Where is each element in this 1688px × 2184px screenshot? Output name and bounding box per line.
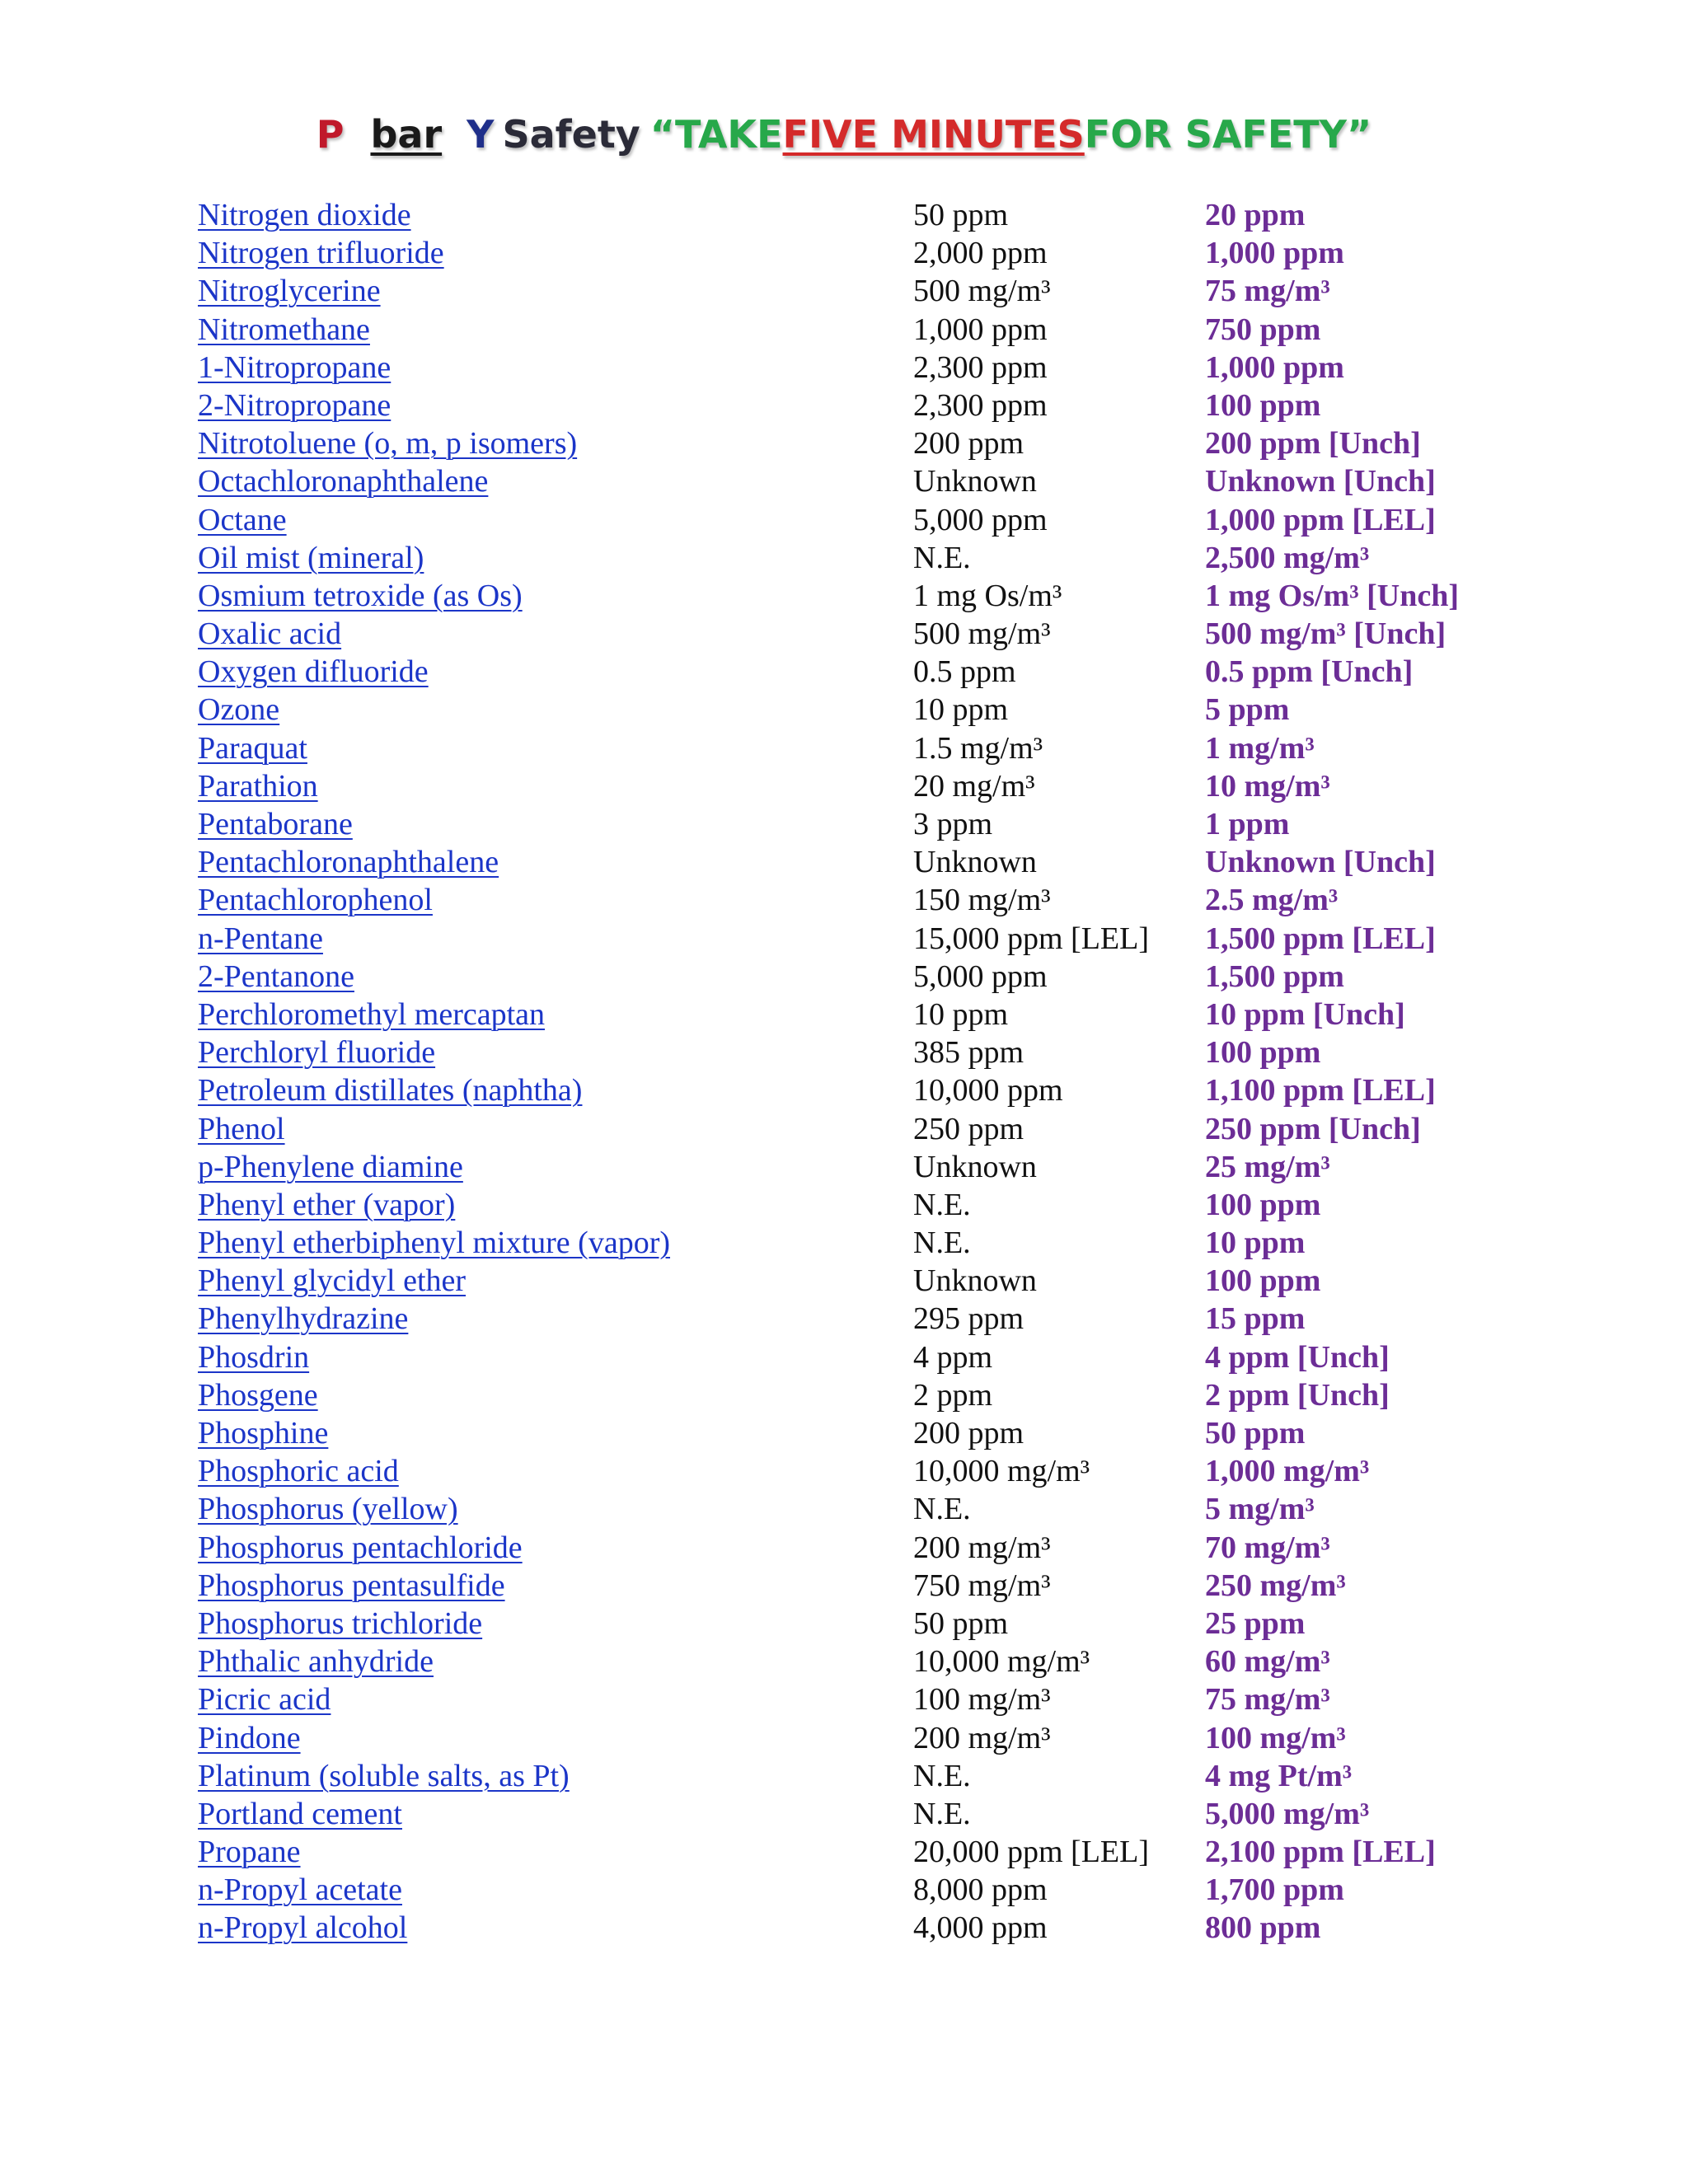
idlh-original-value: 750 mg/m³	[913, 1568, 1051, 1603]
chemical-name-link[interactable]: Nitromethane	[198, 312, 370, 347]
header-brand-safety: Safety	[502, 112, 640, 157]
header-slogan-close: FOR SAFETY”	[1084, 112, 1372, 157]
idlh-revised-value: 50 ppm	[1205, 1416, 1306, 1451]
chemical-name-link[interactable]: Platinum (soluble salts, as Pt)	[198, 1758, 570, 1793]
table-row	[198, 691, 1517, 729]
table-row	[198, 920, 1517, 958]
idlh-revised-value: 1,100 ppm [LEL]	[1205, 1073, 1436, 1108]
table-row	[198, 1909, 1517, 1947]
chemical-name-link[interactable]: n-Pentane	[198, 921, 323, 956]
idlh-revised-value: 100 ppm	[1205, 1035, 1321, 1071]
chemical-name-link[interactable]: Ozone	[198, 692, 280, 728]
idlh-revised-value: 2 ppm [Unch]	[1205, 1377, 1390, 1413]
table-row	[198, 1224, 1517, 1262]
idlh-original-value: 1 mg Os/m³	[913, 578, 1062, 613]
idlh-original-value: 0.5 ppm	[913, 654, 1016, 690]
idlh-revised-value: 1,000 mg/m³	[1205, 1454, 1370, 1489]
chemical-name-link[interactable]: Oil mist (mineral)	[198, 540, 424, 575]
table-row	[198, 1567, 1517, 1605]
idlh-revised-value: 5 ppm	[1205, 692, 1290, 728]
table-row	[198, 234, 1517, 272]
idlh-revised-value: 10 mg/m³	[1205, 768, 1330, 804]
idlh-original-value: 250 ppm	[913, 1111, 1025, 1146]
table-row	[198, 1719, 1517, 1757]
idlh-revised-value: 4 ppm [Unch]	[1205, 1339, 1390, 1375]
chemical-name-link[interactable]: 2-Pentanone	[198, 958, 354, 994]
chemical-name-link[interactable]: n-Propyl alcohol	[198, 1910, 408, 1946]
table-row	[198, 767, 1517, 805]
idlh-revised-value: 100 ppm	[1205, 1263, 1321, 1299]
idlh-revised-value: 1 ppm	[1205, 807, 1290, 841]
table-row	[198, 843, 1517, 881]
chemical-name-link[interactable]: Phosphoric acid	[198, 1454, 399, 1489]
idlh-revised-value: 25 mg/m³	[1205, 1149, 1330, 1184]
chemical-name-link[interactable]: Nitrotoluene (o, m, p isomers)	[198, 426, 578, 462]
idlh-original-value: 1,000 ppm	[913, 312, 1048, 347]
idlh-revised-value: 100 ppm	[1205, 1187, 1321, 1222]
idlh-original-value: Unknown	[913, 845, 1037, 880]
idlh-original-value: 10 ppm	[913, 692, 1009, 728]
idlh-original-value: 3 ppm	[913, 807, 993, 841]
table-row	[198, 1871, 1517, 1909]
idlh-original-value: 50 ppm	[913, 1605, 1009, 1641]
idlh-revised-value: 500 mg/m³ [Unch]	[1205, 616, 1447, 652]
table-row	[198, 805, 1517, 843]
idlh-original-value: 100 mg/m³	[913, 1682, 1051, 1718]
table-row	[198, 1033, 1517, 1071]
idlh-revised-value: 60 mg/m³	[1205, 1644, 1330, 1680]
idlh-original-value: 5,000 ppm	[913, 958, 1048, 994]
chemical-name-link[interactable]: Osmium tetroxide (as Os)	[198, 578, 523, 613]
idlh-revised-value: 1 mg/m³	[1205, 730, 1315, 766]
chemical-name-link[interactable]: Paraquat	[198, 730, 307, 766]
header-brand-p: P	[316, 112, 345, 157]
idlh-original-value: 10,000 mg/m³	[913, 1644, 1090, 1680]
header-brand-bar: bar	[370, 112, 443, 157]
idlh-revised-value: 1,500 ppm	[1205, 958, 1344, 994]
table-row	[198, 1071, 1517, 1109]
idlh-revised-value: 2.5 mg/m³	[1205, 883, 1339, 918]
table-row	[198, 1262, 1517, 1300]
idlh-original-value: 200 ppm	[913, 1416, 1025, 1451]
idlh-revised-value: 250 ppm [Unch]	[1205, 1111, 1421, 1146]
chemical-name-link[interactable]: Oxygen difluoride	[198, 654, 429, 690]
idlh-original-value: 10,000 mg/m³	[913, 1454, 1090, 1489]
chemical-name-link[interactable]: Phenylhydrazine	[198, 1301, 409, 1337]
idlh-revised-value: 100 ppm	[1205, 387, 1321, 423]
table-row	[198, 615, 1517, 653]
idlh-original-value: Unknown	[913, 464, 1037, 499]
idlh-original-value: 385 ppm	[913, 1035, 1025, 1071]
idlh-original-value: 2 ppm	[913, 1377, 993, 1413]
idlh-original-value: 1.5 mg/m³	[913, 730, 1043, 766]
table-row	[198, 1414, 1517, 1452]
chemical-name-link[interactable]: Phosgene	[198, 1377, 318, 1413]
chemical-name-link[interactable]: Phthalic anhydride	[198, 1644, 434, 1680]
idlh-revised-value: 70 mg/m³	[1205, 1530, 1330, 1565]
idlh-original-value: 200 mg/m³	[913, 1530, 1051, 1565]
idlh-original-value: 295 ppm	[913, 1301, 1025, 1337]
table-row	[198, 501, 1517, 539]
table-row	[198, 653, 1517, 691]
idlh-original-value: Unknown	[913, 1149, 1037, 1184]
chemical-name-link[interactable]: Oxalic acid	[198, 616, 342, 652]
table-row	[198, 1300, 1517, 1338]
idlh-original-value: N.E.	[913, 1796, 971, 1831]
idlh-revised-value: 4 mg Pt/m³	[1205, 1758, 1353, 1793]
table-row	[198, 1757, 1517, 1795]
chemical-name-link[interactable]: Pentaborane	[198, 807, 353, 841]
idlh-revised-value: 1,000 ppm	[1205, 349, 1344, 385]
idlh-original-value: 200 ppm	[913, 426, 1025, 462]
idlh-revised-value: 1,000 ppm	[1205, 236, 1344, 271]
table-row	[198, 1452, 1517, 1490]
chemical-name-link[interactable]: Phenyl ether (vapor)	[198, 1187, 456, 1222]
idlh-revised-value: 100 mg/m³	[1205, 1720, 1346, 1755]
idlh-revised-value: 1,000 ppm [LEL]	[1205, 502, 1436, 537]
table-row	[198, 272, 1517, 310]
chemical-name-link[interactable]: Octachloronaphthalene	[198, 464, 489, 499]
idlh-original-value: 2,300 ppm	[913, 387, 1048, 423]
chemical-name-link[interactable]: Parathion	[198, 768, 318, 804]
table-row	[198, 1186, 1517, 1224]
chemical-table	[198, 196, 1517, 1947]
table-row	[198, 1605, 1517, 1643]
chemical-name-link[interactable]: Phosphorus trichloride	[198, 1605, 483, 1641]
idlh-revised-value: 800 ppm	[1205, 1910, 1321, 1946]
chemical-name-link[interactable]: Octane	[198, 502, 287, 537]
idlh-revised-value: 0.5 ppm [Unch]	[1205, 654, 1414, 690]
idlh-revised-value: 250 mg/m³	[1205, 1568, 1346, 1603]
table-row	[198, 424, 1517, 462]
chemical-name-link[interactable]: Pentachloronaphthalene	[198, 845, 499, 880]
idlh-revised-value: 1,700 ppm	[1205, 1872, 1344, 1908]
chemical-name-link[interactable]: Propane	[198, 1835, 301, 1870]
table-row	[198, 349, 1517, 387]
idlh-revised-value: 2,100 ppm [LEL]	[1205, 1835, 1436, 1870]
chemical-name-link[interactable]: 1-Nitropropane	[198, 349, 392, 385]
idlh-original-value: 2,000 ppm	[913, 236, 1048, 271]
idlh-original-value: 10,000 ppm	[913, 1073, 1063, 1108]
table-row	[198, 539, 1517, 577]
chemical-name-link[interactable]: Phosphorus pentasulfide	[198, 1568, 505, 1603]
idlh-revised-value: 200 ppm [Unch]	[1205, 426, 1421, 462]
table-row	[198, 1795, 1517, 1833]
idlh-original-value: 50 ppm	[913, 198, 1009, 232]
idlh-original-value: 20,000 ppm [LEL]	[913, 1835, 1150, 1870]
table-row	[198, 462, 1517, 500]
table-row	[198, 1110, 1517, 1148]
chemical-name-link[interactable]: Portland cement	[198, 1796, 402, 1831]
idlh-revised-value: 2,500 mg/m³	[1205, 540, 1370, 575]
chemical-name-link[interactable]: Phosdrin	[198, 1339, 310, 1375]
idlh-original-value: 5,000 ppm	[913, 502, 1048, 537]
idlh-revised-value: 15 ppm	[1205, 1301, 1306, 1337]
table-row	[198, 196, 1517, 234]
table-row	[198, 387, 1517, 424]
idlh-original-value: N.E.	[913, 1226, 971, 1261]
idlh-revised-value: 10 ppm [Unch]	[1205, 996, 1405, 1032]
idlh-original-value: N.E.	[913, 1187, 971, 1222]
chemical-name-link[interactable]: Phosphorus (yellow)	[198, 1492, 458, 1527]
chemical-name-link[interactable]: Phenyl etherbiphenyl mixture (vapor)	[198, 1226, 671, 1261]
idlh-revised-value: 1,500 ppm [LEL]	[1205, 921, 1436, 956]
idlh-revised-value: 5 mg/m³	[1205, 1492, 1315, 1527]
table-row	[198, 1643, 1517, 1680]
chemical-name-link[interactable]: Phosphine	[198, 1416, 329, 1451]
chemical-name-link[interactable]: n-Propyl acetate	[198, 1872, 402, 1908]
chemical-name-link[interactable]: Nitrogen trifluoride	[198, 236, 444, 271]
idlh-original-value: 10 ppm	[913, 996, 1009, 1032]
chemical-name-link[interactable]: Nitrogen dioxide	[198, 198, 411, 232]
table-row	[198, 1490, 1517, 1528]
header-slogan-mid: FIVE MINUTES	[782, 112, 1085, 157]
idlh-original-value: 4,000 ppm	[913, 1910, 1048, 1946]
table-row	[198, 1338, 1517, 1376]
idlh-revised-value: Unknown [Unch]	[1205, 464, 1436, 499]
table-row	[198, 958, 1517, 996]
idlh-original-value: N.E.	[913, 1492, 971, 1527]
table-row	[198, 1529, 1517, 1567]
idlh-original-value: 2,300 ppm	[913, 349, 1048, 385]
idlh-revised-value: 750 ppm	[1205, 312, 1321, 347]
idlh-original-value: 500 mg/m³	[913, 616, 1051, 652]
idlh-revised-value: 75 mg/m³	[1205, 274, 1330, 309]
idlh-revised-value: 1 mg Os/m³ [Unch]	[1205, 578, 1459, 613]
table-row	[198, 1833, 1517, 1871]
chemical-name-link[interactable]: Phenyl glycidyl ether	[198, 1263, 467, 1299]
table-row	[198, 996, 1517, 1033]
chemical-name-link[interactable]: Pentachlorophenol	[198, 883, 433, 918]
idlh-original-value: N.E.	[913, 1758, 971, 1793]
chemical-name-link[interactable]: 2-Nitropropane	[198, 387, 392, 423]
header-brand-y: Y	[467, 112, 495, 157]
chemical-name-link[interactable]: Perchloromethyl mercaptan	[198, 996, 546, 1032]
table-row	[198, 1680, 1517, 1718]
idlh-original-value: Unknown	[913, 1263, 1037, 1299]
idlh-revised-value: 10 ppm	[1205, 1226, 1306, 1261]
chemical-name-link[interactable]: Phenol	[198, 1111, 285, 1146]
table-row	[198, 881, 1517, 919]
table-row	[198, 1376, 1517, 1414]
idlh-original-value: 15,000 ppm [LEL]	[913, 921, 1150, 956]
chemical-name-link[interactable]: p-Phenylene diamine	[198, 1149, 463, 1184]
idlh-revised-value: Unknown [Unch]	[1205, 845, 1436, 880]
chemical-name-link[interactable]: Picric acid	[198, 1682, 331, 1718]
idlh-revised-value: 25 ppm	[1205, 1605, 1306, 1641]
idlh-revised-value: 20 ppm	[1205, 198, 1306, 232]
idlh-revised-value: 75 mg/m³	[1205, 1682, 1330, 1718]
idlh-original-value: 200 mg/m³	[913, 1720, 1051, 1755]
idlh-original-value: 500 mg/m³	[913, 274, 1051, 309]
idlh-original-value: 20 mg/m³	[913, 768, 1035, 804]
idlh-revised-value: 5,000 mg/m³	[1205, 1796, 1370, 1831]
table-row	[198, 577, 1517, 615]
idlh-original-value: 150 mg/m³	[913, 883, 1051, 918]
page-header	[0, 105, 1688, 163]
chemical-name-link[interactable]: Petroleum distillates (naphtha)	[198, 1073, 583, 1108]
chemical-name-link[interactable]: Perchloryl fluoride	[198, 1035, 436, 1071]
idlh-original-value: N.E.	[913, 540, 971, 575]
idlh-original-value: 8,000 ppm	[913, 1872, 1048, 1908]
table-row	[198, 729, 1517, 767]
table-row	[198, 1148, 1517, 1186]
chemical-name-link[interactable]: Nitroglycerine	[198, 274, 381, 309]
idlh-original-value: 4 ppm	[913, 1339, 993, 1375]
chemical-name-link[interactable]: Pindone	[198, 1720, 301, 1755]
header-slogan-open: “TAKE	[649, 112, 783, 157]
table-row	[198, 311, 1517, 349]
chemical-name-link[interactable]: Phosphorus pentachloride	[198, 1530, 523, 1565]
